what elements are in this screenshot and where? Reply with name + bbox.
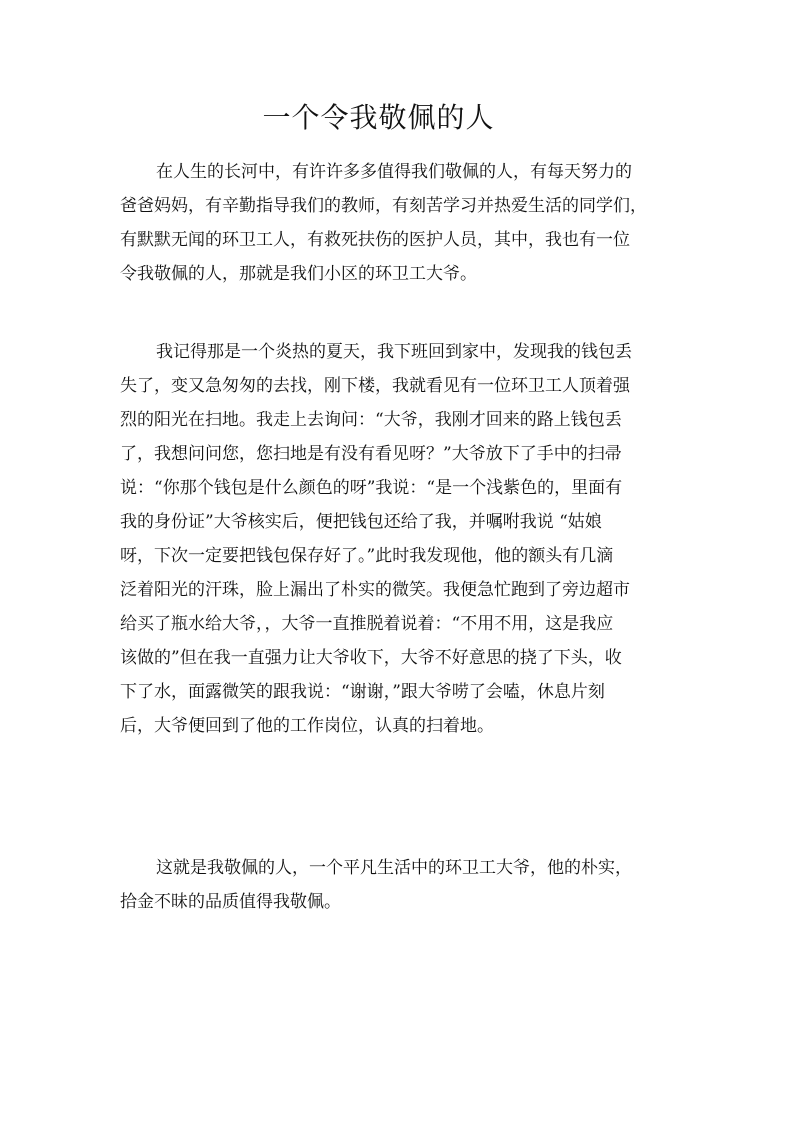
page-title: 一个令我敬佩的人	[262, 101, 495, 134]
paragraph-line: 说：“你那个钱包是什么颜色的呀”我说：“是一个浅紫色的，里面有	[120, 478, 623, 498]
paragraph-line: 拾金不昧的品质值得我敬佩。	[120, 892, 341, 912]
paragraph-line: 爸爸妈妈，有辛勤指导我们的教师，有刻苦学习并热爱生活的同学们，	[120, 196, 647, 216]
paragraph-line: 给买了瓶水给大爷，，大爷一直推脱着说着：“不用不用，这是我应	[120, 614, 614, 634]
paragraph-line: 有默默无闻的环卫工人，有救死扶伤的医护人员，其中，我也有一位	[120, 230, 630, 250]
paragraph-line: 这就是我敬佩的人，一个平凡生活中的环卫工大爷，他的朴实，	[156, 858, 632, 878]
paragraph-line: 后，大爷便回到了他的工作岗位，认真的扫着地。	[120, 716, 494, 736]
paragraph-line: 了，我想问问您，您扫地是有没有看见呀？”大爷放下了手中的扫帚	[120, 444, 622, 464]
paragraph-line: 泛着阳光的汗珠，脸上漏出了朴实的微笑。我便急忙跑到了旁边超市	[120, 580, 630, 600]
paragraph-line: 令我敬佩的人，那就是我们小区的环卫工大爷。	[120, 264, 477, 284]
paragraph-line: 我的身份证”大爷核实后，便把钱包还给了我，并嘱咐我说 “姑娘	[120, 512, 602, 532]
paragraph-2	[120, 335, 690, 743]
paragraph-line: 该做的”但在我一直强力让大爷收下，大爷不好意思的挠了下头，收	[120, 648, 622, 668]
paragraph-3	[120, 851, 690, 919]
paragraph-line: 烈的阳光在扫地。我走上去询问：“大爷，我刚才回来的路上钱包丢	[120, 410, 622, 430]
paragraph-1	[120, 155, 690, 291]
paragraph-line: 呀，下次一定要把钱包保存好了。”此时我发现他，他的额头有几滴	[120, 546, 614, 566]
paragraph-line: 我记得那是一个炎热的夏天，我下班回到家中，发现我的钱包丢	[156, 342, 632, 362]
paragraph-line: 下了水，面露微笑的跟我说：“谢谢，”跟大爷唠了会嗑，休息片刻	[120, 682, 605, 702]
paragraph-line: 失了，变又急匆匆的去找，刚下楼，我就看见有一位环卫工人顶着强	[120, 376, 630, 396]
paragraph-line: 在人生的长河中，有许许多多值得我们敬佩的人，有每天努力的	[156, 162, 632, 182]
